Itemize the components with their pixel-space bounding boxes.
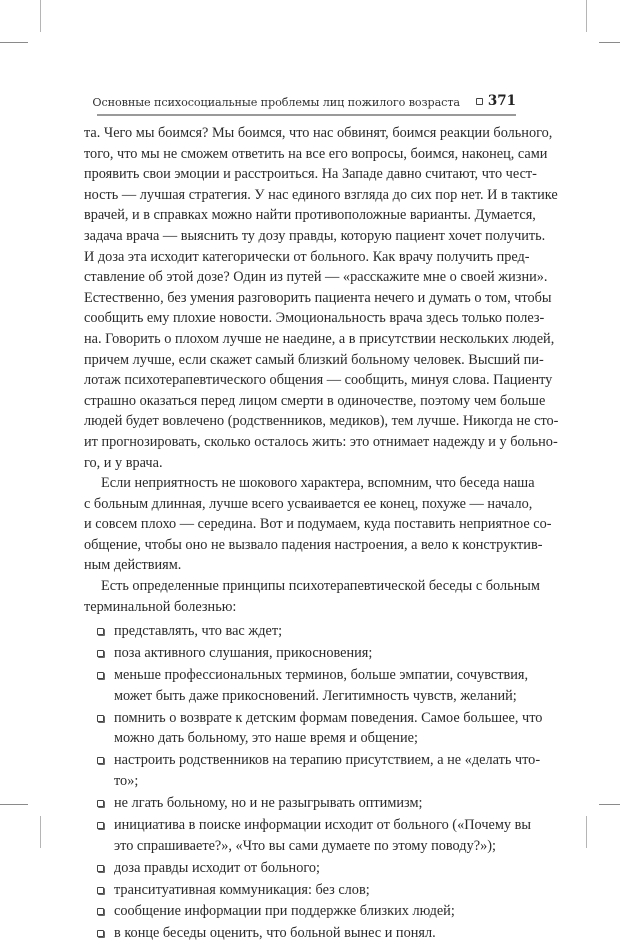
list-item-line: в конце беседы оценить, что больной вынес и понял.	[114, 925, 436, 942]
paragraph	[84, 123, 559, 473]
checkbox-bullet-icon	[97, 628, 104, 635]
list-item-line: это спрашиваете?», «Что вы сами думаете по этому поводу?»);	[114, 837, 496, 854]
list-item-line: помнить о возврате к детским формам поведения. Самое большее, что	[114, 709, 543, 726]
running-title: Основные психосоциальные проблемы лиц пожилого возраста	[92, 96, 460, 109]
square-bullet-icon	[476, 98, 483, 105]
text-line: И доза эта исходит категорически от больного. Как врачу получить пред-	[84, 248, 530, 265]
crop-mark-bottom-right-horizontal	[599, 804, 620, 805]
text-line: ит прогнозировать, сколько осталось жить: это отнимает надежду и у больно-	[84, 433, 558, 450]
list-item-line: доза правды исходит от больного;	[114, 859, 320, 876]
list-item	[84, 880, 517, 901]
list-item-line: сообщение информации при поддержке близких людей;	[114, 903, 455, 920]
header-rule	[97, 114, 516, 116]
list-item-line: то»;	[114, 772, 139, 789]
text-line: и совсем плохо — середина. Вот и подумаем, куда поставить неприятное со-	[84, 516, 552, 533]
text-line: ным действиям.	[84, 557, 182, 574]
list-item	[84, 750, 541, 791]
text-line: того, что мы не сможем ответить на все его вопросы, боимся, наконец, сами	[84, 145, 548, 162]
list-item	[84, 665, 529, 706]
checkbox-bullet-icon	[97, 715, 104, 722]
checkbox-bullet-icon	[97, 757, 104, 764]
crop-mark-top-left-vertical	[40, 0, 41, 32]
crop-mark-bottom-left-horizontal	[0, 804, 28, 805]
text-line: задача врача — выяснить ту дозу правды, которую пациент хочет получить.	[84, 227, 546, 244]
list-item-line: транситуативная коммуникация: без слов;	[114, 881, 370, 898]
text-line: врачей, и в справках можно найти противоположные варианты. Думается,	[84, 207, 536, 224]
text-line: Если неприятность не шокового характера, вспомним, что беседа наша	[101, 475, 535, 492]
list-item	[84, 793, 517, 814]
text-line: го, и у врача.	[84, 454, 163, 471]
list-item-line: инициатива в поиске информации исходит от больного («Почему вы	[114, 816, 531, 833]
text-line: проявить свои эмоции и расстроиться. На Западе давно считают, что чест-	[84, 166, 537, 183]
checkbox-bullet-icon	[97, 800, 104, 807]
text-line: лотаж психотерапевтического общения — сообщить, минуя слова. Пациенту	[84, 372, 553, 389]
text-line: ставление об этой дозе? Один из путей — «расскажите мне о своей жизни».	[84, 269, 548, 286]
text-line: Естественно, без умения разговорить пациента нечего и думать о том, чтобы	[84, 289, 552, 306]
checkbox-bullet-icon	[97, 908, 104, 915]
list-item	[84, 858, 517, 879]
checkbox-bullet-icon	[97, 672, 104, 679]
page-body	[84, 123, 559, 945]
checkbox-bullet-icon	[97, 650, 104, 657]
list-item-line: можно дать больному, это наше время и общение;	[114, 730, 418, 747]
list-item-line: представлять, что вас ждет;	[114, 623, 283, 640]
list-item	[84, 708, 543, 749]
list-item	[84, 923, 517, 944]
text-line: страшно оказаться перед лицом смерти в одиночестве, поэтому чем больше	[84, 392, 546, 409]
text-line: терминальной болезнью:	[84, 598, 237, 615]
list-item	[84, 621, 517, 642]
list-item-line: поза активного слушания, прикосновения;	[114, 645, 373, 662]
list-item-line: настроить родственников на терапию присутствием, а не «делать что-	[114, 752, 541, 769]
list-item-line: не лгать больному, но и не разыгрывать оптимизм;	[114, 794, 423, 811]
text-line: сообщить ему плохие новости. Эмоциональность врача здесь только полез-	[84, 310, 545, 327]
checkbox-bullet-icon	[97, 930, 104, 937]
list-item-line: меньше профессиональных терминов, больше эмпатии, сочувствия,	[114, 667, 529, 684]
principles-list	[84, 621, 543, 944]
list-item	[84, 901, 517, 922]
text-line: причем лучше, если скажет самый близкий больному человек. Высший пи-	[84, 351, 544, 368]
text-line: та. Чего мы боимся? Мы боимся, что нас обвинят, боимся реакции больного,	[84, 125, 553, 141]
list-item-line: может быть даже прикосновений. Легитимность чувств, желаний;	[114, 687, 517, 704]
running-header	[92, 92, 516, 112]
checkbox-bullet-icon	[97, 822, 104, 829]
text-line: Есть определенные принципы психотерапевтической беседы с больным	[101, 578, 540, 595]
list-item	[84, 815, 531, 856]
text-line: людей будет вовлечено (родственников, медиков), тем лучше. Никогда не сто-	[84, 413, 559, 430]
text-line: на. Говорить о плохом лучше не наедине, а в присутствии нескольких людей,	[84, 330, 555, 347]
text-line: с больным длинная, лучше всего усваивается ее конец, похуже — начало,	[84, 495, 533, 512]
checkbox-bullet-icon	[97, 887, 104, 894]
paragraph	[84, 576, 540, 617]
crop-mark-top-right-vertical	[586, 0, 587, 32]
page-number: 371	[487, 93, 516, 109]
checkbox-bullet-icon	[97, 865, 104, 872]
text-line: ность — лучшая стратегия. У нас единого взгляда до сих пор нет. И в тактике	[84, 186, 558, 203]
crop-mark-bottom-right-vertical	[586, 816, 587, 848]
crop-mark-top-right-horizontal	[599, 42, 620, 43]
paragraph	[84, 473, 552, 576]
list-item	[84, 643, 517, 664]
crop-mark-top-left-horizontal	[0, 42, 28, 43]
text-line: общение, чтобы оно не вызвало падения настроения, а вело к конструктив-	[84, 536, 543, 553]
crop-mark-bottom-left-vertical	[40, 816, 41, 848]
